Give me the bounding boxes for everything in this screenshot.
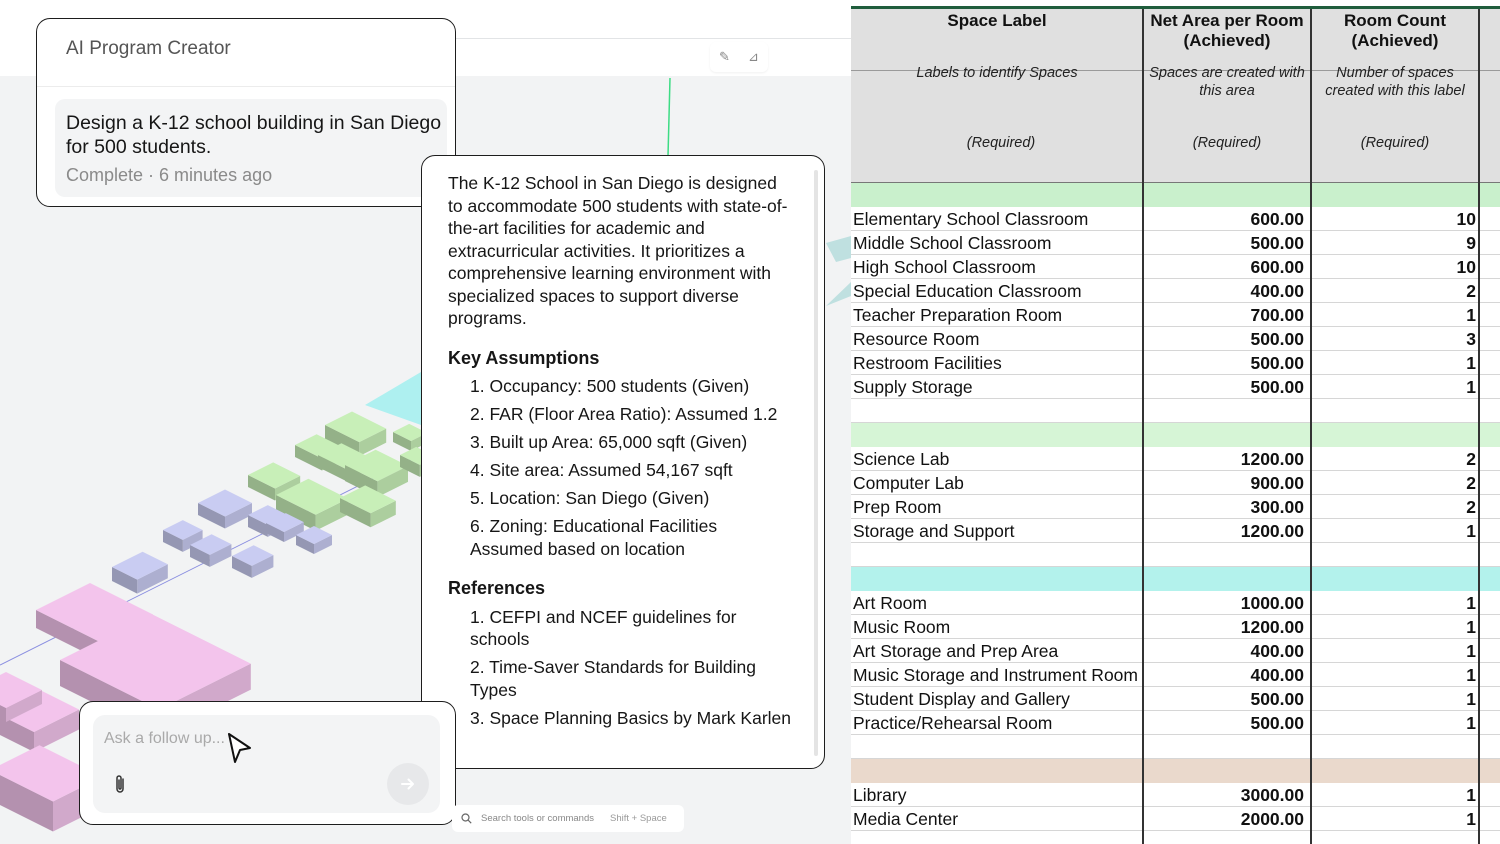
room-count-cell[interactable]: 2 (1466, 473, 1476, 493)
room-count-cell[interactable]: 3 (1466, 329, 1476, 349)
arrow-right-icon (399, 775, 417, 793)
column-required-room-count: (Required) (1360, 135, 1430, 151)
table-row[interactable] (851, 447, 1500, 471)
space-label-cell[interactable]: Special Education Classroom (853, 281, 1082, 301)
net-area-cell[interactable]: 1200.00 (1240, 617, 1304, 637)
table-row[interactable] (851, 615, 1500, 639)
space-label-cell[interactable]: Teacher Preparation Room (853, 305, 1063, 325)
assumptions-list (448, 375, 793, 560)
mouse-pointer-icon (226, 732, 254, 766)
room-count-cell[interactable]: 10 (1456, 209, 1476, 229)
table-row[interactable] (851, 519, 1500, 543)
references-heading: References (448, 578, 546, 598)
table-row[interactable] (851, 207, 1500, 231)
references-list (448, 606, 793, 730)
group-band (851, 183, 1500, 207)
table-row[interactable] (851, 663, 1500, 687)
assumptions-heading: Key Assumptions (448, 347, 600, 368)
assumption-item: 4. Site area: Assumed 54,167 sqft (470, 460, 733, 480)
table-row[interactable] (851, 687, 1500, 711)
sheet-header (851, 9, 1500, 182)
room-count-cell[interactable]: 1 (1466, 593, 1476, 613)
space-label-cell[interactable]: Art Storage and Prep Area (853, 641, 1059, 661)
column-desc-room-count: Number of spaces created with this label (1325, 65, 1465, 99)
space-label-cell[interactable]: Resource Room (853, 329, 980, 349)
cyan-block (365, 372, 421, 425)
space-label-cell[interactable]: Elementary School Classroom (853, 209, 1089, 229)
shortcut-hint: Shift + Space (610, 813, 667, 824)
net-area-cell[interactable]: 1200.00 (1240, 449, 1304, 469)
send-button[interactable] (387, 763, 429, 805)
ai-program-card (36, 18, 456, 207)
command-search[interactable] (452, 805, 684, 832)
reference-item: 3. Space Planning Basics by Mark Karlen (470, 707, 791, 728)
table-row[interactable] (851, 807, 1500, 831)
net-area-cell[interactable]: 1000.00 (1240, 593, 1304, 613)
column-header-space-label[interactable]: Space Label (947, 11, 1047, 30)
block-edge-b (826, 282, 851, 306)
table-row[interactable] (851, 495, 1500, 519)
column-required-space-label: (Required) (966, 135, 1036, 151)
table-row[interactable] (851, 471, 1500, 495)
followup-box (93, 715, 440, 813)
axis-line-green (668, 78, 670, 156)
program-spreadsheet[interactable] (851, 0, 1500, 844)
measure-icon[interactable]: ⊿ (748, 49, 759, 64)
net-area-cell[interactable]: 400.00 (1250, 665, 1304, 685)
room-count-cell[interactable]: 1 (1466, 809, 1476, 829)
space-label-cell[interactable]: Restroom Facilities (853, 353, 1002, 373)
program-description-panel (421, 155, 825, 769)
assumption-item: 3. Built up Area: 65,000 sqft (Given) (470, 432, 748, 452)
net-area-cell[interactable]: 2000.00 (1240, 809, 1304, 829)
room-count-cell[interactable]: 2 (1466, 281, 1476, 301)
prompt-text: Design a K-12 school building in San Diego for 500 students. (66, 112, 442, 158)
column-desc-space-label: Labels to identify Spaces (916, 65, 1078, 81)
search-icon (461, 813, 472, 824)
mini-toolbar (710, 42, 768, 72)
room-count-cell[interactable]: 1 (1466, 713, 1476, 733)
divider (37, 86, 455, 87)
space-label-cell[interactable]: Art Room (853, 593, 927, 613)
table-row[interactable] (851, 279, 1500, 303)
net-area-cell[interactable]: 900.00 (1250, 473, 1304, 493)
room-count-cell[interactable]: 1 (1466, 521, 1476, 541)
space-label-cell[interactable]: Science Lab (853, 449, 950, 469)
net-area-cell[interactable]: 600.00 (1250, 257, 1304, 277)
assumption-item: 5. Location: San Diego (Given) (470, 488, 710, 508)
followup-panel (79, 701, 456, 825)
column-separator (1310, 9, 1312, 844)
room-count-cell[interactable]: 1 (1466, 689, 1476, 709)
space-label-cell[interactable]: Student Display and Gallery (853, 689, 1070, 709)
table-row[interactable] (851, 783, 1500, 807)
table-row[interactable] (851, 711, 1500, 735)
net-area-cell[interactable]: 500.00 (1250, 353, 1304, 373)
room-count-cell[interactable]: 1 (1466, 617, 1476, 637)
net-area-cell[interactable]: 700.00 (1250, 305, 1304, 325)
block-edge-a (826, 236, 851, 262)
table-row[interactable] (851, 303, 1500, 327)
room-count-cell[interactable]: 10 (1456, 257, 1476, 277)
net-area-cell[interactable]: 500.00 (1250, 329, 1304, 349)
space-label-cell[interactable]: Library (853, 785, 907, 805)
space-label-cell[interactable]: Prep Room (853, 497, 942, 517)
room-count-cell[interactable]: 1 (1466, 785, 1476, 805)
space-label-cell[interactable]: Music Room (853, 617, 951, 637)
description-intro: The K-12 School in San Diego is designed to accommodate 500 students with state-of-the-art facilities for academic and extracurricular activities. It prioritizes a comprehensive learning environment with specialized spaces to support diverse programs. (448, 173, 788, 328)
table-row[interactable] (851, 375, 1500, 399)
reference-item: 1. CEFPI and NCEF guidelines for schools (470, 606, 737, 649)
net-area-cell[interactable]: 1200.00 (1240, 521, 1304, 541)
assumption-item: 1. Occupancy: 500 students (Given) (470, 376, 750, 396)
column-desc-net-area: Spaces are created with this area (1149, 65, 1305, 99)
prompt-status: Complete · 6 minutes ago (66, 165, 273, 185)
net-area-cell[interactable]: 300.00 (1250, 497, 1304, 517)
net-area-cell[interactable]: 500.00 (1250, 689, 1304, 709)
prompt-history-item[interactable] (55, 99, 447, 197)
room-count-cell[interactable]: 1 (1466, 353, 1476, 373)
space-label-cell[interactable]: Supply Storage (853, 377, 973, 397)
column-separator (1142, 9, 1144, 844)
group-band (851, 759, 1500, 783)
paperclip-icon[interactable] (112, 773, 128, 797)
table-row[interactable] (851, 591, 1500, 615)
space-label-cell[interactable]: Media Center (853, 809, 959, 829)
space-label-cell[interactable]: Middle School Classroom (853, 233, 1052, 253)
reference-item: 2. Time-Saver Standards for Building Types (470, 657, 756, 700)
space-label-cell[interactable]: High School Classroom (853, 257, 1036, 277)
blank-row[interactable] (851, 735, 1500, 759)
room-count-cell[interactable]: 1 (1466, 305, 1476, 325)
room-count-cell[interactable]: 1 (1466, 641, 1476, 661)
net-area-cell[interactable]: 500.00 (1250, 233, 1304, 253)
column-header-room-count[interactable]: Room Count (Achieved) (1344, 11, 1446, 50)
blank-row[interactable] (851, 543, 1500, 567)
column-header-net-area[interactable]: Net Area per Room (Achieved) (1150, 11, 1304, 50)
net-area-cell[interactable]: 500.00 (1250, 377, 1304, 397)
net-area-cell[interactable]: 3000.00 (1240, 785, 1304, 805)
assumption-item: 2. FAR (Floor Area Ratio): Assumed 1.2 (470, 404, 778, 424)
table-row[interactable] (851, 255, 1500, 279)
room-count-cell[interactable]: 2 (1466, 449, 1476, 469)
space-label-cell[interactable]: Music Storage and Instrument Room (853, 665, 1138, 685)
blank-row[interactable] (851, 399, 1500, 423)
space-label-cell[interactable]: Storage and Support (853, 521, 1015, 541)
table-row[interactable] (851, 351, 1500, 375)
group-band (851, 567, 1500, 591)
room-count-cell[interactable]: 1 (1466, 665, 1476, 685)
room-count-cell[interactable]: 2 (1466, 497, 1476, 517)
pencil-icon[interactable]: ✎ (719, 49, 730, 64)
column-separator (1478, 9, 1480, 844)
group-band (851, 423, 1500, 447)
net-area-cell[interactable]: 400.00 (1250, 281, 1304, 301)
space-label-cell[interactable]: Practice/Rehearsal Room (853, 713, 1053, 733)
net-area-cell[interactable]: 600.00 (1250, 209, 1304, 229)
table-row[interactable] (851, 327, 1500, 351)
scrollbar[interactable] (814, 170, 818, 756)
assumption-item: 6. Zoning: Educational Facilities Assumed based on location (470, 516, 718, 559)
net-area-cell[interactable]: 500.00 (1250, 713, 1304, 733)
column-required-net-area: (Required) (1192, 135, 1262, 151)
table-row[interactable] (851, 231, 1500, 255)
net-area-cell[interactable]: 400.00 (1250, 641, 1304, 661)
room-count-cell[interactable]: 1 (1466, 377, 1476, 397)
command-search-placeholder: Search tools or commands (481, 813, 594, 824)
table-row[interactable] (851, 639, 1500, 663)
space-label-cell[interactable]: Computer Lab (853, 473, 964, 493)
room-count-cell[interactable]: 9 (1466, 233, 1476, 253)
ai-card-title: AI Program Creator (66, 38, 231, 59)
